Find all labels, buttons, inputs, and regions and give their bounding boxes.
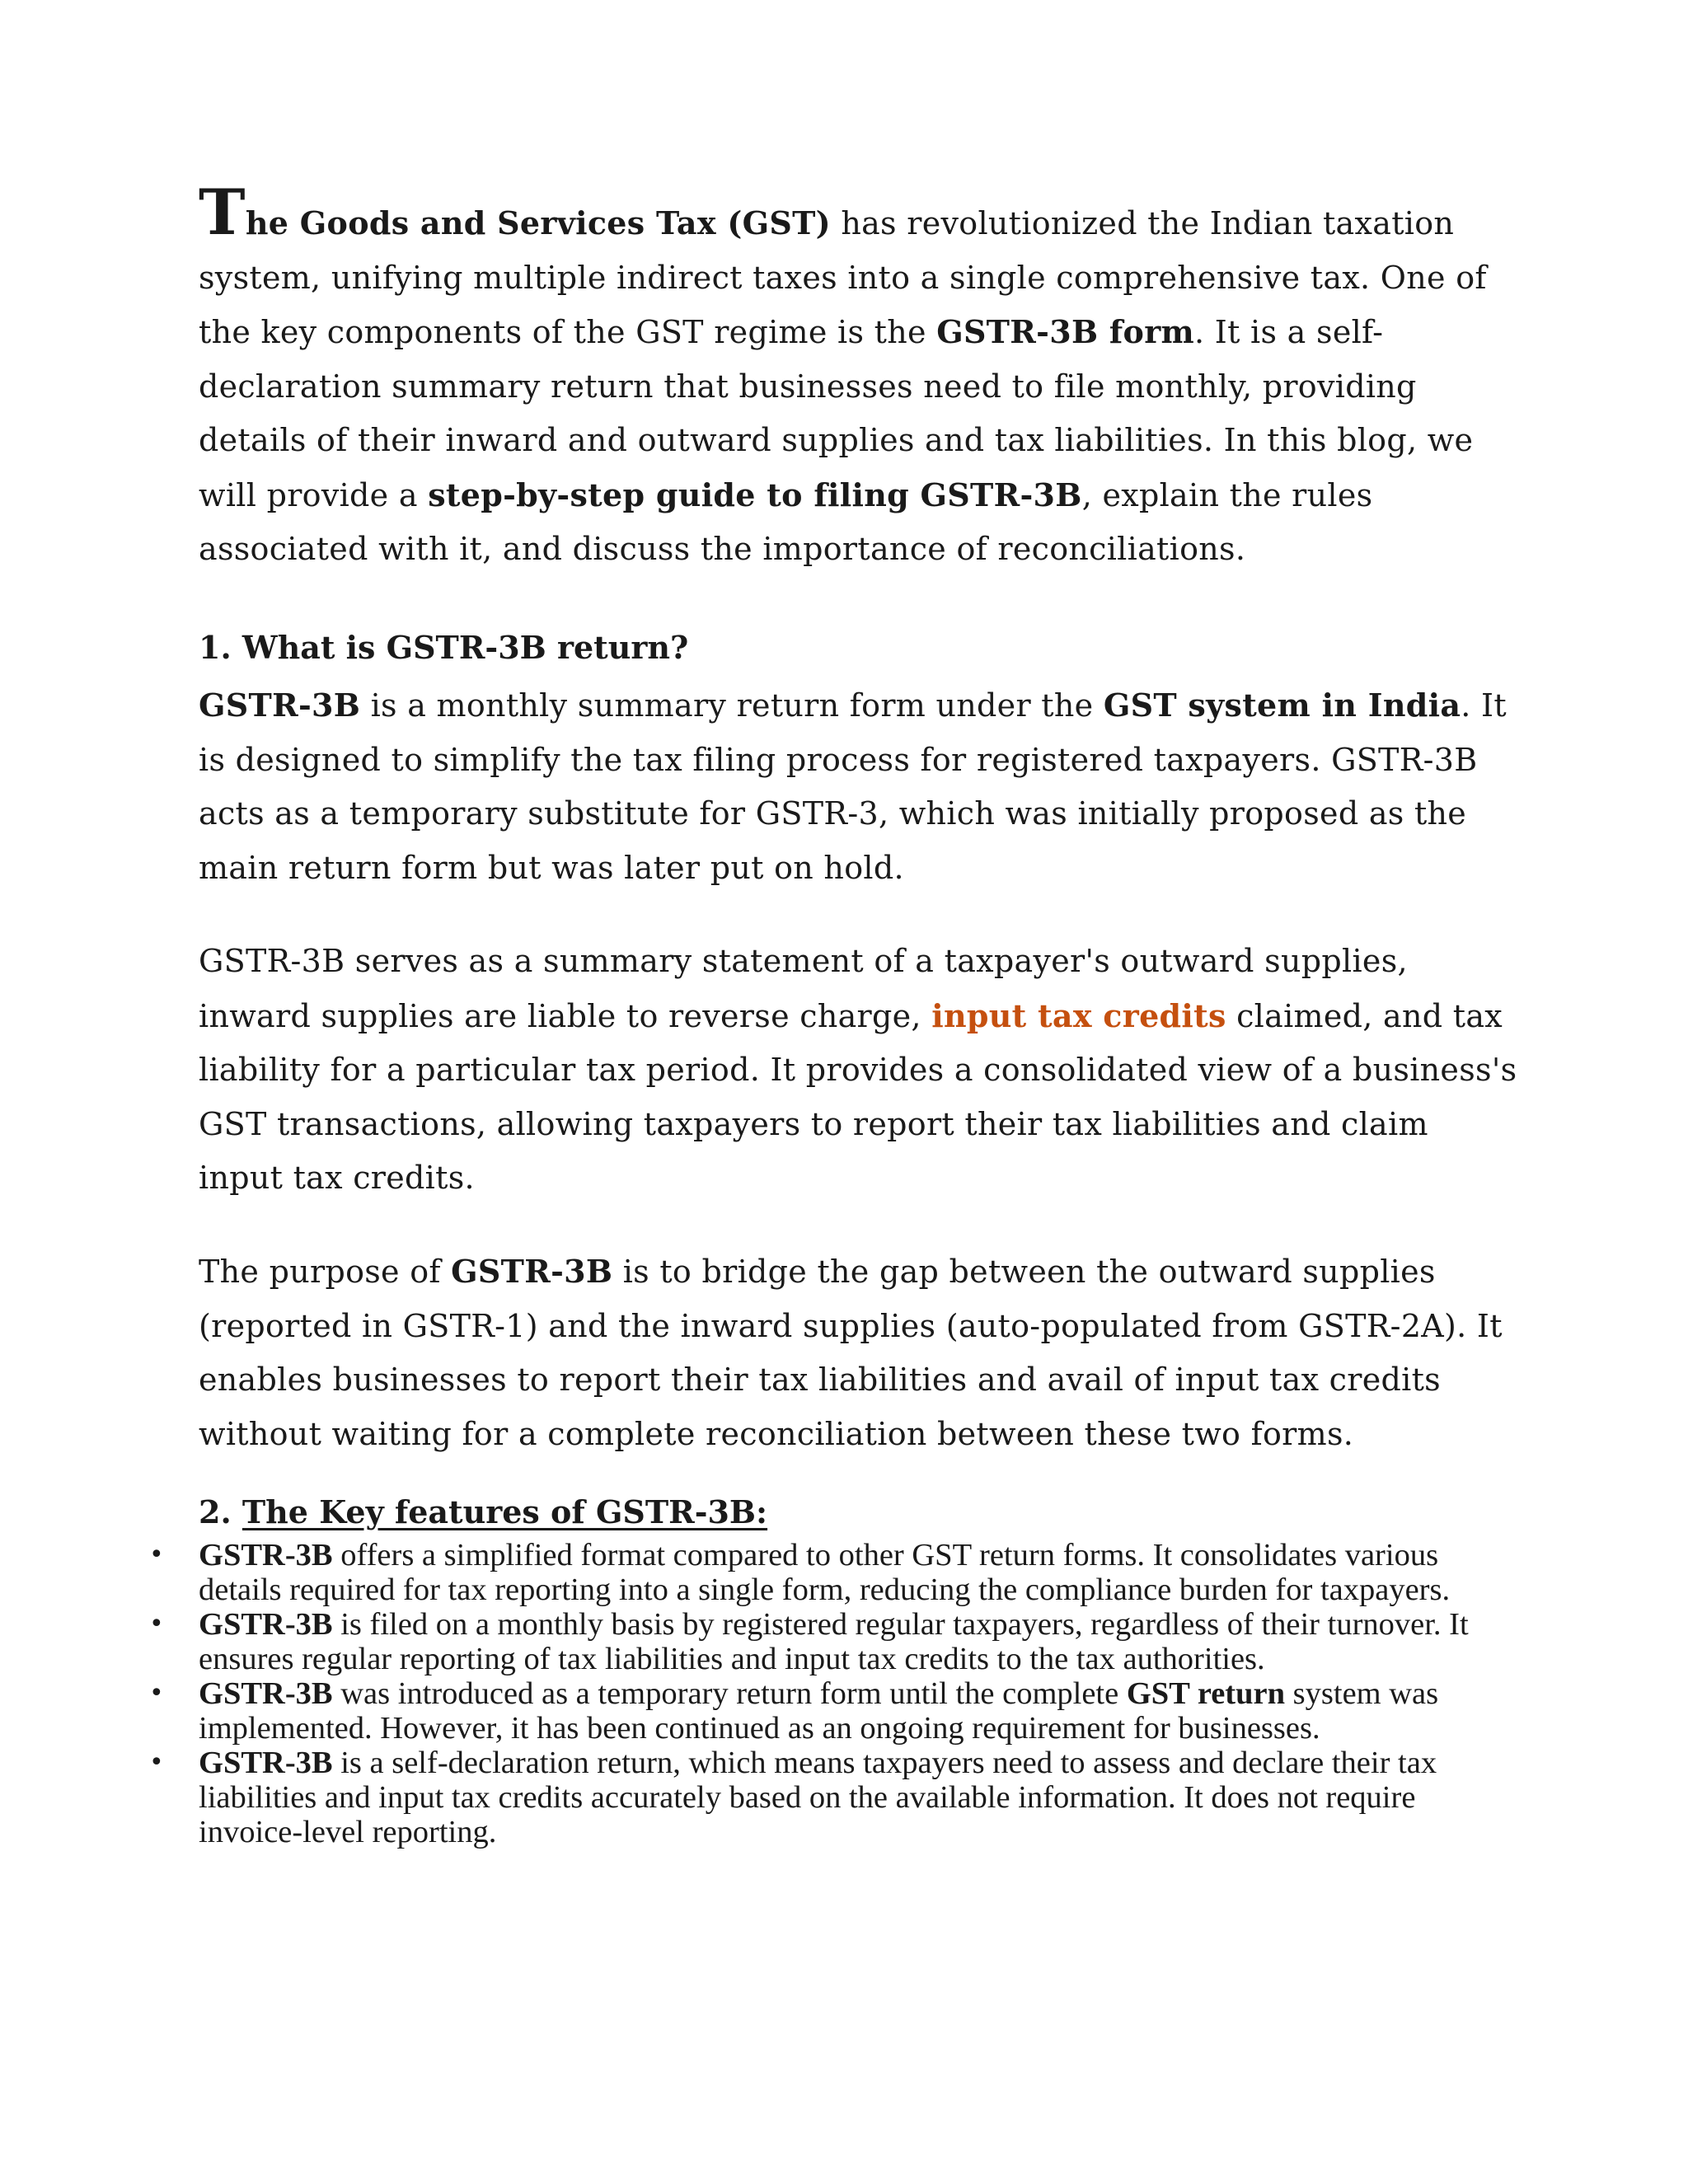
intro-lead-bold: he Goods and Services Tax (GST) (245, 204, 831, 241)
section-2-number: 2. (199, 1493, 242, 1530)
intro-text: , explain the rules associated with it, and discuss the importance of reconciliations. (199, 476, 1373, 567)
list-item-text: is a self-declaration return, which means taxpayers need to assess and declare their tax liabilities and input tax credits accurately based on the available information. It does not require invoice-level reporting. (199, 1746, 1437, 1849)
input-tax-credits-link[interactable]: input tax credits (931, 996, 1226, 1034)
intro-bold-guide: step-by-step guide to filing GSTR-3B (428, 476, 1082, 513)
section-1-heading: 1. What is GSTR-3B return? (199, 629, 689, 666)
list-item-text: system was implemented. However, it has been continued as an ongoing requirement for businesses. (199, 1676, 1439, 1746)
list-item (149, 1746, 1509, 1849)
bold-term: GSTR-3B (451, 1253, 613, 1290)
paragraph-text: is a monthly summary return form under the (360, 687, 1104, 724)
list-item (149, 1676, 1509, 1746)
list-item-text: was introduced as a temporary return form until the complete (332, 1676, 1127, 1711)
bold-term: GST return (1126, 1676, 1286, 1711)
list-item-text: offers a simplified format compared to other GST return forms. It consolidates various details required for tax reporting into a single form, reducing the compliance burden for taxpayers. (199, 1538, 1451, 1607)
list-item-text: is filed on a monthly basis by registered regular taxpayers, regardless of their turnover. It ensures regular reporting of tax liabilities and input tax credits to the tax authorities. (199, 1607, 1469, 1676)
bullet-icon: • (149, 1540, 164, 1569)
bullet-icon: • (149, 1748, 164, 1777)
intro-text: . It is a self-declaration summary return that businesses need to file monthly, providing details of their inward and outward supplies and tax liabilities. In this blog, we will provide a (199, 314, 1474, 513)
bold-term: GSTR-3B (199, 1676, 333, 1711)
features-list (149, 1538, 1509, 1849)
paragraph-text: is to bridge the gap between the outward supplies (reported in GSTR-1) and the inward supplies (auto-populated from GSTR-2A). It enables businesses to report their tax liabilities and avail of input tax credits without waiting for a complete reconciliation between these two forms. (199, 1254, 1503, 1452)
intro-bold-form: GSTR-3B form (936, 313, 1195, 350)
intro-paragraph (199, 176, 1517, 577)
section-1-paragraph-3 (199, 1244, 1517, 1461)
paragraph-text: The purpose of (199, 1254, 452, 1290)
section-2-heading (199, 1492, 1517, 1533)
bullet-icon: • (149, 1679, 164, 1708)
paragraph-text: claimed, and tax liability for a particular tax period. It provides a consolidated view of a business's GST transactions, allowing taxpayers to report their tax liabilities and claim input tax credits. (199, 997, 1517, 1196)
section-2-title: The Key features of GSTR-3B: (241, 1493, 768, 1530)
paragraph-text: . It is designed to simplify the tax filing process for registered taxpayers. GSTR-3B acts as a temporary substitute for GSTR-3, which was initially proposed as the main return form but was later put on hold. (199, 687, 1507, 886)
section-1-paragraph-2 (199, 935, 1517, 1206)
bold-term: GSTR-3B (199, 687, 361, 724)
bold-term: GSTR-3B (199, 1538, 333, 1572)
bold-term: GST system in India (1103, 687, 1461, 724)
intro-text: has revolutionized the Indian taxation system, unifying multiple indirect taxes into a single comprehensive tax. One of the key components of the GST regime is the (199, 205, 1487, 350)
paragraph-text: GSTR-3B serves as a summary statement of a taxpayer's outward supplies, inward supplies are liable to reverse charge, (199, 943, 1408, 1034)
bold-term: GSTR-3B (199, 1607, 333, 1642)
list-item (149, 1607, 1509, 1676)
section-1-paragraph-1 (199, 678, 1517, 895)
bold-term: GSTR-3B (199, 1746, 333, 1780)
bullet-icon: • (149, 1610, 164, 1638)
drop-cap: T (199, 176, 246, 249)
list-item (149, 1538, 1509, 1607)
